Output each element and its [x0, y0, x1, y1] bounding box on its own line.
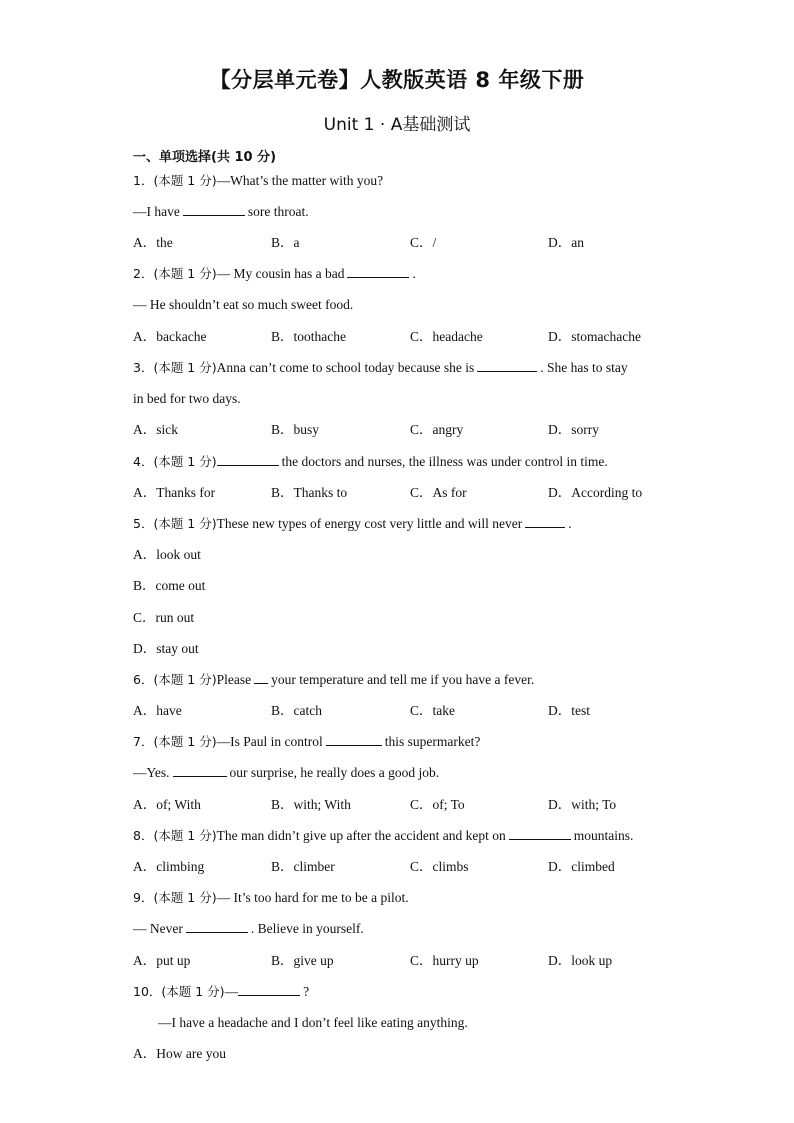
- option-b: B．come out: [133, 578, 206, 593]
- question-6: [133, 671, 534, 689]
- option-a: A．backache: [133, 329, 207, 344]
- question-text: The man didn’t give up after the accident and kept on: [216, 828, 506, 843]
- answer-text: —Yes.: [133, 765, 170, 780]
- option-c: C．headache: [410, 329, 483, 344]
- option-b: B．a: [271, 235, 300, 250]
- option-d: D．stay out: [133, 641, 199, 656]
- option-c: C．of; To: [410, 797, 465, 812]
- question-7-line-2: [133, 764, 439, 782]
- question-text: ?: [303, 984, 310, 999]
- option-a: A．climbing: [133, 859, 205, 874]
- option-c: C．angry: [410, 422, 464, 437]
- question-number: 10．(本题 1 分): [133, 984, 225, 999]
- answer-text: — Never: [133, 921, 183, 936]
- fill-blank: [254, 671, 268, 684]
- option-b: B．give up: [271, 953, 334, 968]
- question-5: [133, 515, 572, 533]
- question-text: mountains.: [573, 828, 634, 843]
- question-text: this supermarket?: [384, 734, 481, 749]
- option-b: B．toothache: [271, 329, 346, 344]
- option-d: D．look up: [548, 953, 613, 968]
- option-a: A．of; With: [133, 797, 201, 812]
- option-c: C．hurry up: [410, 953, 479, 968]
- question-number: 5．(本题 1 分): [133, 516, 217, 531]
- fill-blank: [347, 265, 409, 278]
- question-text: .: [568, 516, 572, 531]
- page-title: 【分层单元卷】人教版英语 8 年级下册: [209, 68, 585, 92]
- question-9-line-2: [133, 920, 364, 938]
- question-text: —What’s the matter with you?: [216, 173, 384, 188]
- question-text: Anna can’t come to school today because she is: [216, 360, 475, 375]
- option-c: C．run out: [133, 610, 195, 625]
- fill-blank: [217, 453, 279, 466]
- question-text: —Is Paul in control: [216, 734, 323, 749]
- question-number: 6．(本题 1 分): [133, 672, 217, 687]
- answer-text: . Believe in yourself.: [250, 921, 364, 936]
- question-10: [133, 983, 309, 1001]
- option-a: A．have: [133, 703, 182, 718]
- question-number: 2．(本题 1 分): [133, 266, 217, 281]
- question-text: — It’s too hard for me to be a pilot.: [216, 890, 409, 905]
- question-6-options: [133, 702, 693, 720]
- question-1: [133, 172, 383, 190]
- answer-text: our surprise, he really does a good job.: [229, 765, 440, 780]
- option-b: B．with; With: [271, 797, 351, 812]
- question-number: 4．(本题 1 分): [133, 454, 217, 469]
- question-3-line-2: in bed for two days.: [133, 391, 241, 406]
- option-d: D．climbed: [548, 859, 615, 874]
- question-number: 9．(本题 1 分): [133, 890, 217, 905]
- question-text: These new types of energy cost very little and will never: [216, 516, 523, 531]
- question-1-options: [133, 234, 693, 252]
- fill-blank: [186, 920, 248, 933]
- fill-blank: [326, 733, 382, 746]
- option-d: D．with; To: [548, 797, 617, 812]
- option-c: C．climbs: [410, 859, 469, 874]
- fill-blank: [477, 359, 537, 372]
- question-text: your temperature and tell me if you have a fever.: [271, 672, 535, 687]
- question-number: 8．(本题 1 分): [133, 828, 217, 843]
- option-a: A．Thanks for: [133, 485, 216, 500]
- option-b: B．catch: [271, 703, 322, 718]
- question-number: 7．(本题 1 分): [133, 734, 217, 749]
- question-2-options: [133, 328, 693, 346]
- option-a: A．look out: [133, 547, 201, 562]
- fill-blank: [173, 764, 227, 777]
- question-3: [133, 359, 628, 377]
- option-a: A．the: [133, 235, 173, 250]
- option-d: D．test: [548, 703, 590, 718]
- answer-text: sore throat.: [247, 204, 309, 219]
- question-text: .: [412, 266, 416, 281]
- option-d: D．According to: [548, 485, 643, 500]
- question-7: [133, 733, 480, 751]
- question-text: the doctors and nurses, the illness was under control in time.: [281, 454, 608, 469]
- option-b: B．busy: [271, 422, 320, 437]
- question-8: [133, 827, 633, 845]
- fill-blank: [509, 827, 571, 840]
- question-3-options: [133, 421, 693, 439]
- question-10-line-2: —I have a headache and I don’t feel like eating anything.: [158, 1015, 468, 1030]
- fill-blank: [525, 515, 565, 528]
- question-text: —: [224, 984, 239, 999]
- option-d: D．stomachache: [548, 329, 641, 344]
- question-8-options: [133, 858, 693, 876]
- fill-blank: [238, 983, 300, 996]
- question-number: 1．(本题 1 分): [133, 173, 217, 188]
- option-c: C．take: [410, 703, 455, 718]
- question-9: [133, 889, 409, 907]
- question-1-line-2: [133, 203, 309, 221]
- question-text: . She has to stay: [540, 360, 628, 375]
- option-b: B．Thanks to: [271, 485, 348, 500]
- answer-text: —I have: [133, 204, 180, 219]
- option-a: A．put up: [133, 953, 191, 968]
- question-4-options: [133, 484, 693, 502]
- option-a: A．How are you: [133, 1046, 226, 1061]
- option-d: D．sorry: [548, 422, 599, 437]
- question-9-options: [133, 952, 693, 970]
- section-heading: 一、单项选择(共 10 分): [133, 150, 277, 165]
- question-text: Please: [216, 672, 252, 687]
- question-7-options: [133, 796, 693, 814]
- option-c: C．As for: [410, 485, 467, 500]
- question-2: [133, 265, 416, 283]
- option-c: C．/: [410, 235, 437, 250]
- fill-blank: [183, 203, 245, 216]
- option-a: A．sick: [133, 422, 178, 437]
- question-4: [133, 453, 608, 471]
- question-number: 3．(本题 1 分): [133, 360, 217, 375]
- question-text: — My cousin has a bad: [216, 266, 345, 281]
- option-b: B．climber: [271, 859, 335, 874]
- question-2-line-2: — He shouldn’t eat so much sweet food.: [133, 297, 354, 312]
- page-subtitle: Unit 1 · A基础测试: [323, 115, 471, 135]
- option-d: D．an: [548, 235, 584, 250]
